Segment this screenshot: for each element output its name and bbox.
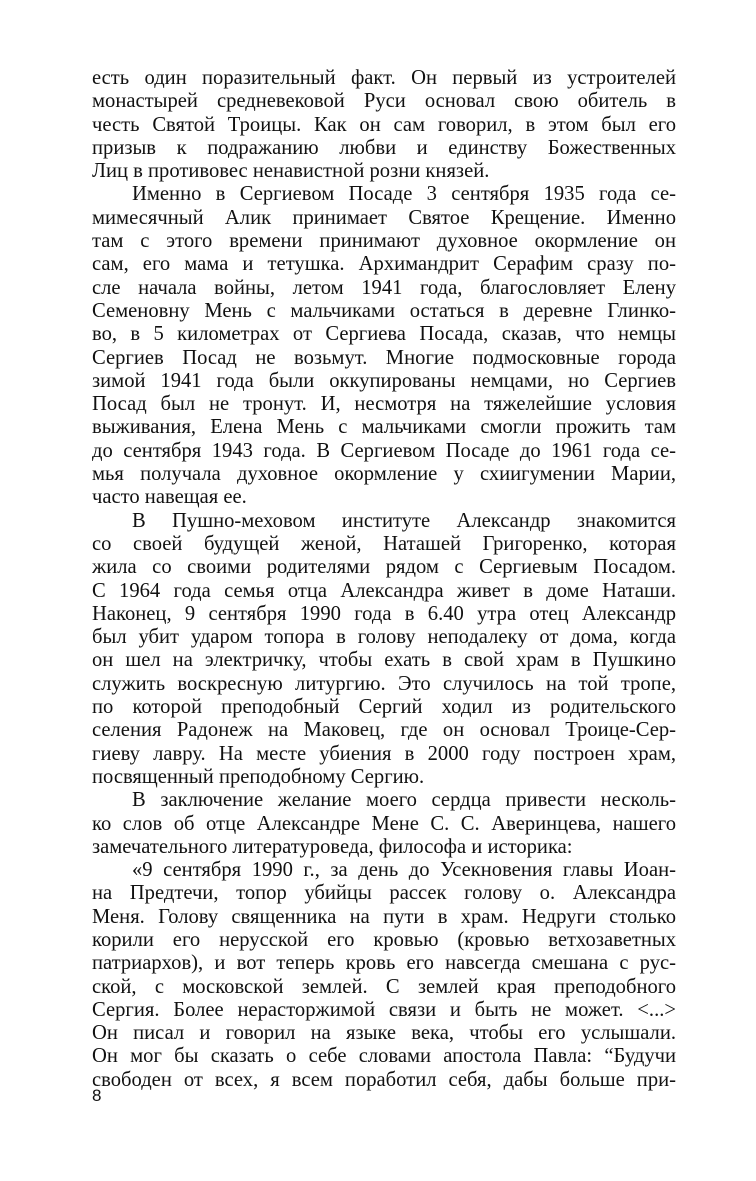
text-line: свободен от всех, я всем поработил себя, дабы больше при- (92, 1068, 676, 1091)
text-line: Лиц в противовес ненавистной розни князей. (92, 160, 490, 183)
text-line: Он писал и говорил на языке века, чтобы его услышали. (92, 1022, 676, 1045)
text-line: Семеновну Мень с мальчиками остаться в деревне Глинко- (92, 299, 676, 322)
text-line: зимой 1941 года были оккупированы немцами, но Сергиев (92, 369, 676, 392)
text-line: часто навещая ее. (92, 486, 247, 509)
text-line: призыв к подражанию любви и единству Божественных (92, 136, 676, 159)
text-line: ской, с московской землей. С землей края преподобного (92, 975, 676, 998)
text-line: Он мог бы сказать о себе словами апостола Павла: “Будучи (92, 1045, 676, 1068)
text-line: Посад был не тронут. И, несмотря на тяжелейшие условия (92, 393, 676, 416)
text-line: был убит ударом топора в голову неподалеку от дома, когда (92, 626, 676, 649)
page-number: 8 (92, 1086, 102, 1105)
text-line: по которой преподобный Сергий ходил из родительского (92, 696, 676, 719)
text-line: мимесячный Алик принимает Святое Крещение. Именно (92, 206, 676, 229)
body-text (92, 67, 676, 1092)
text-line: В Пушно-меховом институте Александр знакомится (132, 509, 676, 532)
text-line: Меня. Голову священника на пути в храм. Недруги столько (92, 905, 676, 928)
text-line: со своей будущей женой, Наташей Григоренко, которая (92, 532, 676, 555)
text-line: гиеву лавру. На месте убиения в 2000 году построен храм, (92, 742, 676, 765)
text-line: Именно в Сергиевом Посаде 3 сентября 1935 года се- (132, 183, 676, 206)
text-line: корили его нерусской его кровью (кровью ветхозаветных (92, 928, 676, 951)
text-line: честь Святой Троицы. Как он сам говорил, в этом был его (92, 113, 676, 136)
text-line: есть один поразительный факт. Он первый из устроителей (92, 67, 676, 89)
text-line: сле начала войны, летом 1941 года, благословляет Елену (92, 276, 676, 299)
text-line: С 1964 года семья отца Александра живет в доме Наташи. (92, 579, 676, 602)
text-line: Сергиев Посад не возьмут. Многие подмосковные города (92, 346, 676, 369)
text-line: В заключение желание моего сердца привести несколь- (132, 789, 676, 812)
text-line: он шел на электричку, чтобы ехать в свой храм в Пушкино (92, 649, 676, 672)
text-line: мья получала духовное окормление у схиигумении Марии, (92, 463, 676, 486)
text-line: Сергия. Более нерасторжимой связи и быть не может. <...> (92, 998, 676, 1021)
text-line: там с этого времени принимают духовное окормление он (92, 230, 676, 253)
text-line: до сентября 1943 года. В Сергиевом Посаде до 1961 года се- (92, 439, 676, 462)
text-line: выживания, Елена Мень с мальчиками смогли прожить там (92, 416, 676, 439)
text-line: во, в 5 километрах от Сергиева Посада, сказав, что немцы (92, 323, 676, 346)
text-line: ко слов об отце Александре Мене С. С. Аверинцева, нашего (92, 812, 676, 835)
text-line: замечательного литературоведа, философа и историка: (92, 835, 573, 858)
text-line: патриархов), и вот теперь кровь его навсегда смешана с рус- (92, 952, 676, 975)
text-line: жила со своими родителями рядом с Сергиевым Посадом. (92, 556, 676, 579)
text-line: Наконец, 9 сентября 1990 года в 6.40 утра отец Александр (92, 602, 676, 625)
text-line: монастырей средневековой Руси основал свою обитель в (92, 90, 676, 113)
text-line: селения Радонеж на Маковец, где он основал Троице-Сер- (92, 719, 676, 742)
text-line: посвященный преподобному Сергию. (92, 765, 425, 788)
text-line: служить воскресную литургию. Это случилось на той тропе, (92, 672, 676, 695)
text-line: «9 сентября 1990 г., за день до Усекновения главы Иоан- (132, 859, 676, 882)
text-line: сам, его мама и тетушка. Архимандрит Серафим сразу по- (92, 253, 676, 276)
text-line: на Предтечи, топор убийцы рассек голову о. Александра (92, 882, 676, 905)
